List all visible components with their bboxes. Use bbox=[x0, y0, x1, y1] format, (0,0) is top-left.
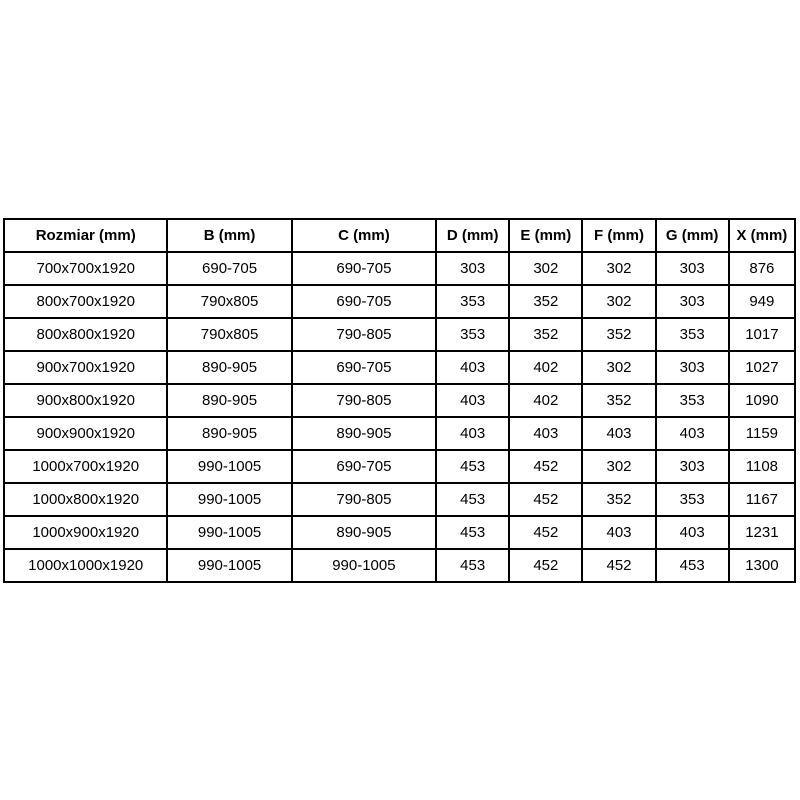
value-cell: 403 bbox=[656, 417, 729, 450]
value-cell: 876 bbox=[729, 252, 795, 285]
value-cell: 949 bbox=[729, 285, 795, 318]
value-cell: 990-1005 bbox=[167, 549, 291, 582]
value-cell: 1017 bbox=[729, 318, 795, 351]
value-cell: 303 bbox=[436, 252, 509, 285]
value-cell: 690-705 bbox=[167, 252, 291, 285]
value-cell: 402 bbox=[509, 384, 582, 417]
size-cell: 1000x900x1920 bbox=[4, 516, 167, 549]
value-cell: 352 bbox=[582, 318, 655, 351]
size-cell: 800x800x1920 bbox=[4, 318, 167, 351]
value-cell: 303 bbox=[656, 450, 729, 483]
column-header: B (mm) bbox=[167, 219, 291, 252]
value-cell: 402 bbox=[509, 351, 582, 384]
size-table-container bbox=[3, 218, 796, 583]
value-cell: 302 bbox=[582, 285, 655, 318]
value-cell: 690-705 bbox=[292, 252, 436, 285]
table-row bbox=[4, 252, 795, 285]
value-cell: 1108 bbox=[729, 450, 795, 483]
size-dimensions-table bbox=[3, 218, 796, 583]
value-cell: 453 bbox=[436, 483, 509, 516]
table-row bbox=[4, 285, 795, 318]
size-cell: 700x700x1920 bbox=[4, 252, 167, 285]
value-cell: 452 bbox=[509, 450, 582, 483]
value-cell: 352 bbox=[582, 483, 655, 516]
value-cell: 403 bbox=[509, 417, 582, 450]
value-cell: 690-705 bbox=[292, 450, 436, 483]
table-row bbox=[4, 417, 795, 450]
value-cell: 403 bbox=[436, 417, 509, 450]
value-cell: 1159 bbox=[729, 417, 795, 450]
table-row bbox=[4, 483, 795, 516]
column-header: X (mm) bbox=[729, 219, 795, 252]
table-row bbox=[4, 450, 795, 483]
table-row bbox=[4, 318, 795, 351]
value-cell: 453 bbox=[436, 450, 509, 483]
value-cell: 453 bbox=[656, 549, 729, 582]
value-cell: 352 bbox=[582, 384, 655, 417]
value-cell: 790-805 bbox=[292, 318, 436, 351]
value-cell: 990-1005 bbox=[167, 483, 291, 516]
value-cell: 353 bbox=[656, 318, 729, 351]
column-header: G (mm) bbox=[656, 219, 729, 252]
column-header: D (mm) bbox=[436, 219, 509, 252]
value-cell: 353 bbox=[656, 384, 729, 417]
value-cell: 452 bbox=[509, 483, 582, 516]
column-header: E (mm) bbox=[509, 219, 582, 252]
value-cell: 303 bbox=[656, 285, 729, 318]
value-cell: 990-1005 bbox=[292, 549, 436, 582]
value-cell: 990-1005 bbox=[167, 450, 291, 483]
value-cell: 453 bbox=[436, 516, 509, 549]
table-body bbox=[4, 252, 795, 582]
value-cell: 890-905 bbox=[292, 417, 436, 450]
value-cell: 990-1005 bbox=[167, 516, 291, 549]
size-cell: 900x900x1920 bbox=[4, 417, 167, 450]
size-cell: 1000x1000x1920 bbox=[4, 549, 167, 582]
size-cell: 900x700x1920 bbox=[4, 351, 167, 384]
value-cell: 1090 bbox=[729, 384, 795, 417]
value-cell: 353 bbox=[436, 318, 509, 351]
column-header: F (mm) bbox=[582, 219, 655, 252]
value-cell: 352 bbox=[509, 285, 582, 318]
column-header: Rozmiar (mm) bbox=[4, 219, 167, 252]
value-cell: 302 bbox=[509, 252, 582, 285]
size-cell: 900x800x1920 bbox=[4, 384, 167, 417]
header-row bbox=[4, 219, 795, 252]
table-row bbox=[4, 384, 795, 417]
table-row bbox=[4, 351, 795, 384]
value-cell: 790-805 bbox=[292, 384, 436, 417]
value-cell: 452 bbox=[509, 516, 582, 549]
value-cell: 453 bbox=[436, 549, 509, 582]
value-cell: 890-905 bbox=[167, 384, 291, 417]
value-cell: 452 bbox=[509, 549, 582, 582]
table-row bbox=[4, 516, 795, 549]
value-cell: 1300 bbox=[729, 549, 795, 582]
size-cell: 800x700x1920 bbox=[4, 285, 167, 318]
value-cell: 352 bbox=[509, 318, 582, 351]
value-cell: 303 bbox=[656, 252, 729, 285]
value-cell: 1167 bbox=[729, 483, 795, 516]
value-cell: 302 bbox=[582, 450, 655, 483]
value-cell: 890-905 bbox=[167, 351, 291, 384]
value-cell: 790x805 bbox=[167, 285, 291, 318]
value-cell: 1231 bbox=[729, 516, 795, 549]
table-row bbox=[4, 549, 795, 582]
table-header bbox=[4, 219, 795, 252]
value-cell: 890-905 bbox=[167, 417, 291, 450]
value-cell: 1027 bbox=[729, 351, 795, 384]
value-cell: 790x805 bbox=[167, 318, 291, 351]
value-cell: 690-705 bbox=[292, 285, 436, 318]
size-cell: 1000x700x1920 bbox=[4, 450, 167, 483]
value-cell: 302 bbox=[582, 252, 655, 285]
value-cell: 690-705 bbox=[292, 351, 436, 384]
size-cell: 1000x800x1920 bbox=[4, 483, 167, 516]
value-cell: 403 bbox=[582, 516, 655, 549]
value-cell: 403 bbox=[436, 384, 509, 417]
value-cell: 403 bbox=[582, 417, 655, 450]
value-cell: 890-905 bbox=[292, 516, 436, 549]
value-cell: 302 bbox=[582, 351, 655, 384]
value-cell: 353 bbox=[436, 285, 509, 318]
value-cell: 790-805 bbox=[292, 483, 436, 516]
value-cell: 303 bbox=[656, 351, 729, 384]
value-cell: 403 bbox=[656, 516, 729, 549]
value-cell: 403 bbox=[436, 351, 509, 384]
value-cell: 353 bbox=[656, 483, 729, 516]
column-header: C (mm) bbox=[292, 219, 436, 252]
value-cell: 452 bbox=[582, 549, 655, 582]
